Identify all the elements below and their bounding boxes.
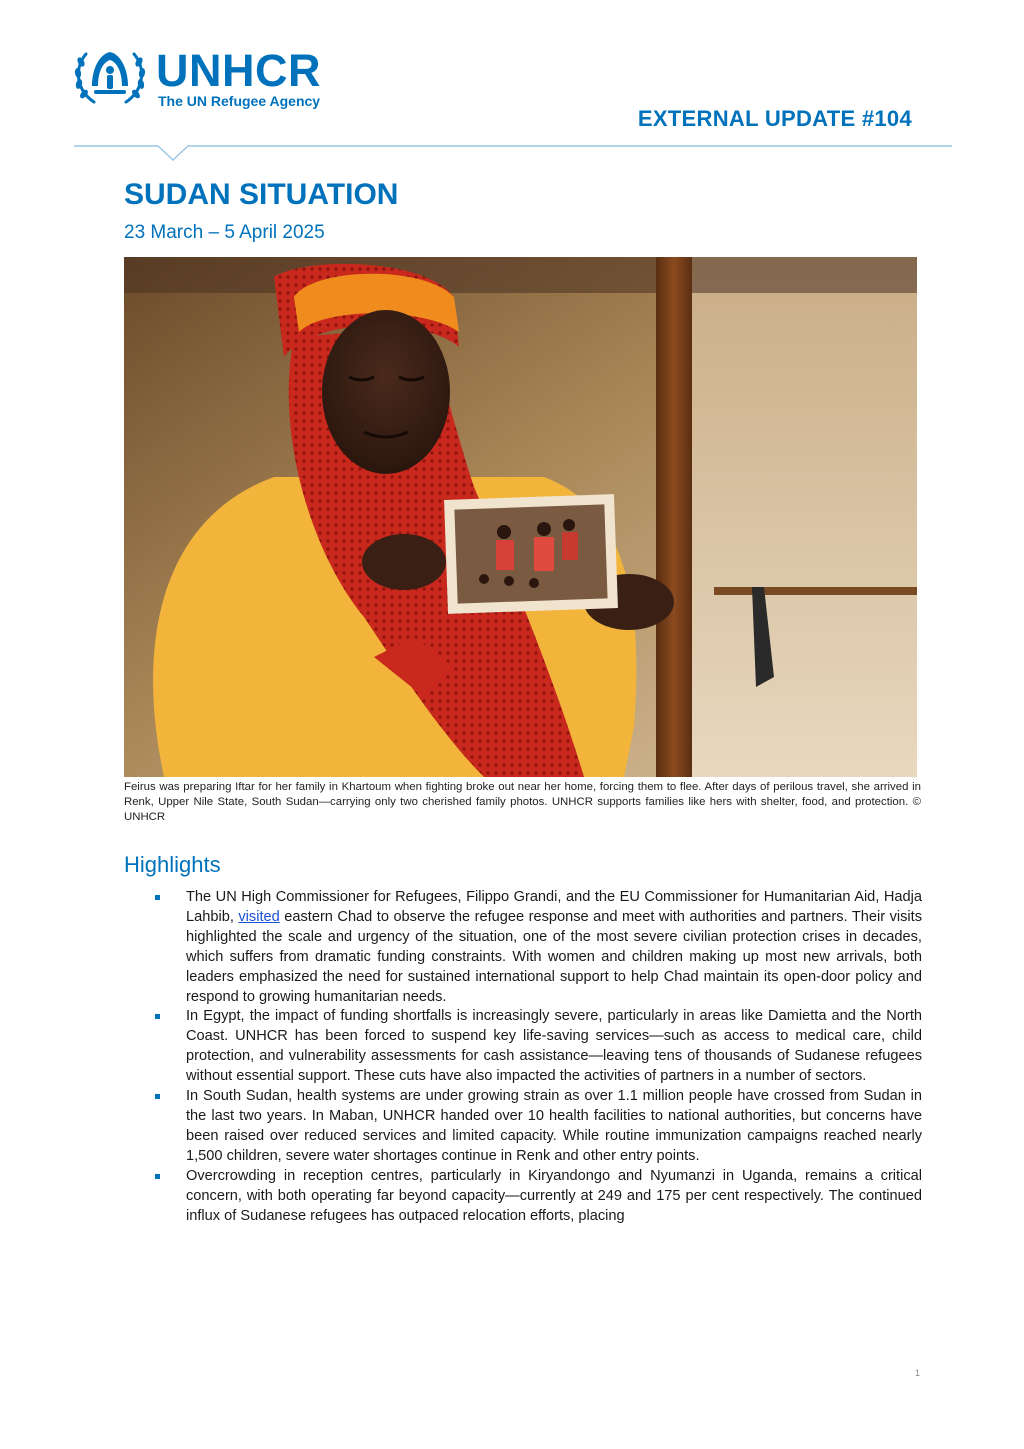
highlight-text: eastern Chad to observe the refugee response and meet with authorities and partners. Their visits highlighted the scale and urgency of the situation, one of the most severe civilian protection crises in decades, which suffers from dramatic funding constraints. With women and children making up most new arrivals, both leaders emphasized the need for sustained international support to help Chad maintain its open-door policy and respond to growing humanitarian needs. bbox=[186, 908, 922, 1005]
highlight-text: Overcrowding in reception centres, particularly in Kiryandongo and Nyumanzi in Uganda, remains a critical concern, with both operating far beyond capacity—currently at 249 and 175 per cent respectively. The continued influx of Sudanese refugees has outpaced relocation efforts, placing bbox=[186, 1167, 922, 1224]
face bbox=[322, 310, 450, 474]
highlight-text: The UN High Commissioner for Refugees, Filippo Grandi, and the EU Commissioner for Humanitarian Aid, Hadja Lahbib, bbox=[186, 889, 922, 925]
cover-photo bbox=[124, 257, 917, 777]
bullet-icon bbox=[155, 1174, 160, 1179]
unhcr-emblem-icon bbox=[72, 46, 148, 110]
visited-link[interactable]: visited bbox=[238, 908, 280, 925]
unhcr-logo bbox=[72, 46, 352, 116]
photo-caption: Feirus was preparing Iftar for her family in Khartoum when fighting broke out near her home, forcing them to flee. After days of perilous travel, she arrived in Renk, Upper Nile State, South Sudan—carrying only two cherished family photos. UNHCR supports families like hers with shelter, food, and protection. © UNHCR bbox=[124, 781, 921, 823]
list-item bbox=[124, 1167, 922, 1227]
list-item bbox=[124, 888, 922, 1007]
highlight-text: In South Sudan, health systems are under growing strain as over 1.1 million people have crossed from Sudan in the last two years. In Maban, UNHCR handed over 10 health facilities to national authorities, but concerns have been raised over reduced services and limited capacity. While routine immunization campaigns reached nearly 1,500 children, severe water shortages continue in Renk and other entry points. bbox=[186, 1088, 922, 1164]
highlights-list bbox=[124, 888, 922, 1226]
list-item bbox=[124, 1087, 922, 1167]
external-update-label: EXTERNAL UPDATE #104 bbox=[637, 106, 912, 131]
list-item bbox=[124, 1007, 922, 1087]
tent-pole bbox=[656, 257, 692, 777]
bullet-icon bbox=[155, 1014, 160, 1019]
header-divider bbox=[74, 145, 952, 165]
logo-subtitle: The UN Refugee Agency bbox=[158, 93, 321, 109]
highlight-text: In Egypt, the impact of funding shortfalls is increasingly severe, particularly in areas like Damietta and the North Coast. UNHCR has been forced to suspend key life-saving services—such as access to medical care, child protection, and vulnerability assessments for cash assistance—leaving tens of thousands of Sudanese refugees without essential support. These cuts have also impacted the activities of partners in a number of sectors. bbox=[186, 1008, 922, 1085]
page-number: 1 bbox=[915, 1368, 921, 1378]
logo-title: UNHCR bbox=[156, 45, 321, 96]
page-title: SUDAN SITUATION bbox=[124, 178, 399, 211]
held-family-photo bbox=[444, 494, 618, 614]
report-date-range: 23 March – 5 April 2025 bbox=[124, 222, 325, 243]
highlights-heading: Highlights bbox=[124, 852, 221, 877]
bullet-icon bbox=[155, 1094, 160, 1099]
bullet-icon bbox=[155, 895, 160, 900]
